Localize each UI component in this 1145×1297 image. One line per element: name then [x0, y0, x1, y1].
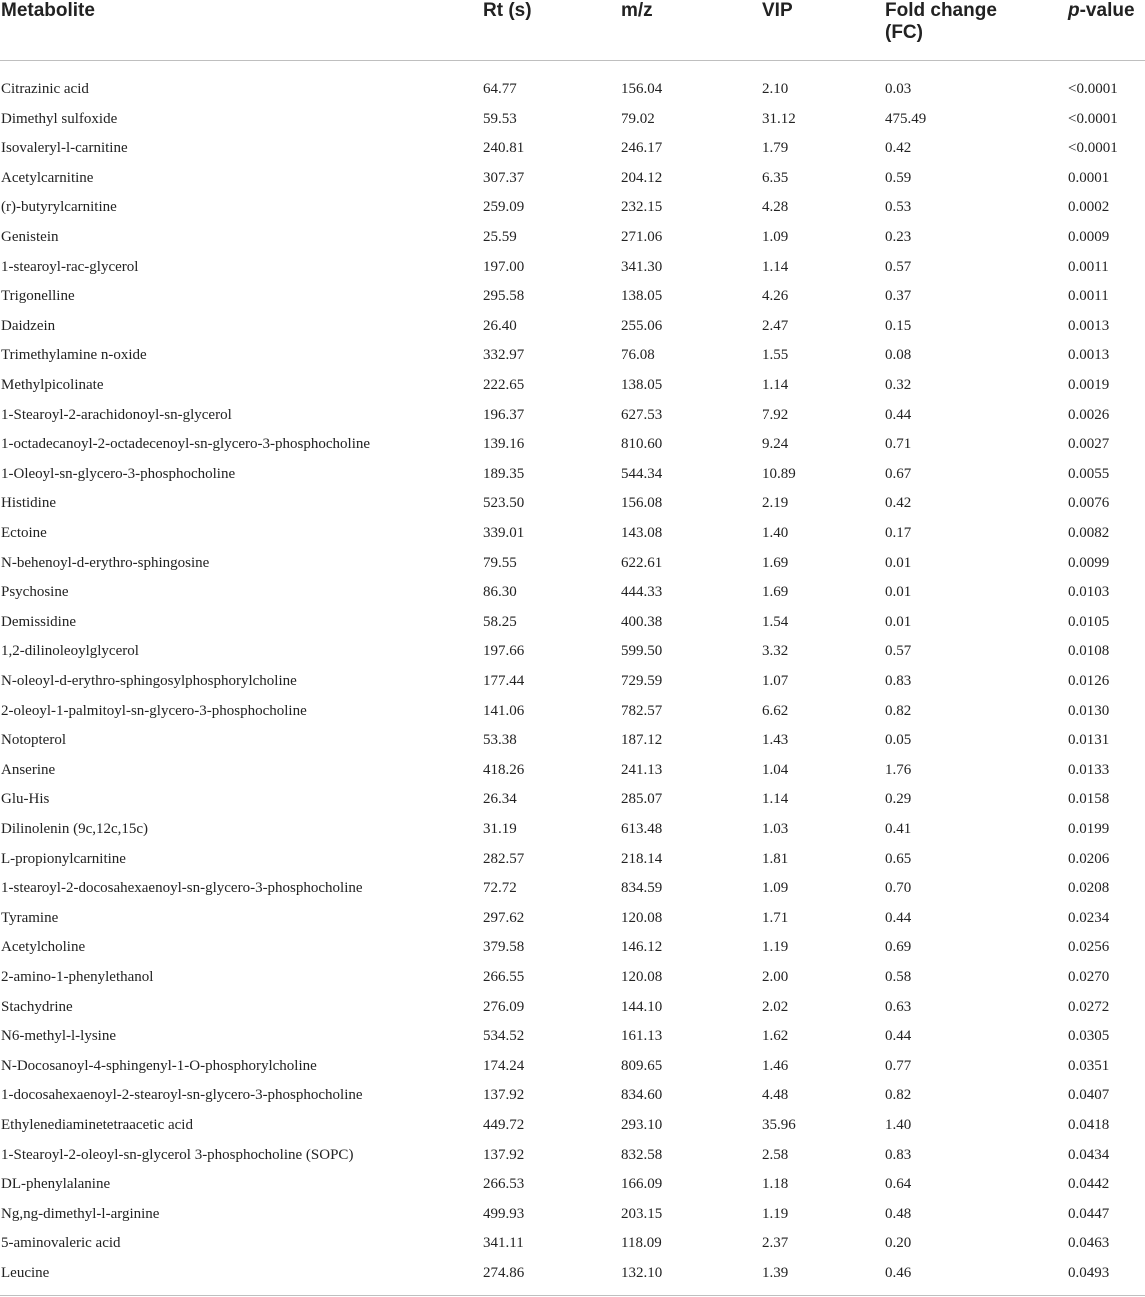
cell-mz: 132.10 — [621, 1265, 663, 1281]
cell-fold-change: 0.23 — [885, 229, 912, 245]
cell-p-value: 0.0418 — [1068, 1117, 1110, 1133]
cell-p-value: 0.0013 — [1068, 347, 1110, 364]
cell-fold-change: 0.46 — [885, 1265, 912, 1281]
cell-metabolite: Acetylcholine — [1, 939, 86, 956]
cell-mz: 613.48 — [621, 821, 663, 837]
cell-metabolite: 2-amino-1-phenylethanol — [1, 969, 154, 985]
cell-vip: 1.39 — [762, 1265, 789, 1281]
cell-p-value: 0.0234 — [1068, 909, 1110, 926]
cell-rt: 339.01 — [483, 525, 525, 541]
cell-fold-change: 475.49 — [885, 110, 927, 127]
cell-metabolite: 1-Oleoyl-sn-glycero-3-phosphocholine — [1, 465, 236, 482]
cell-rt: 222.65 — [483, 377, 525, 393]
cell-metabolite: (r)-butyrylcarnitine — [1, 199, 117, 216]
cell-rt: 72.72 — [483, 880, 517, 897]
cell-rt: 534.52 — [483, 1028, 525, 1045]
cell-rt: 196.37 — [483, 406, 525, 423]
cell-p-value: 0.0442 — [1068, 1176, 1110, 1193]
cell-vip: 2.37 — [762, 1235, 789, 1252]
cell-vip: 1.03 — [762, 821, 789, 837]
cell-fold-change: 0.71 — [885, 436, 912, 453]
cell-p-value: 0.0105 — [1068, 613, 1110, 630]
cell-metabolite: 1-Stearoyl-2-arachidonoyl-sn-glycerol — [1, 406, 232, 423]
table-row — [0, 671, 1145, 701]
cell-fold-change: 0.82 — [885, 702, 912, 719]
cell-vip: 1.14 — [762, 258, 789, 275]
cell-vip: 2.10 — [762, 81, 789, 97]
table-row — [0, 316, 1145, 346]
cell-fold-change: 0.59 — [885, 169, 912, 186]
cell-rt: 86.30 — [483, 584, 517, 601]
cell-vip: 1.07 — [762, 673, 789, 689]
cell-rt: 137.92 — [483, 1087, 525, 1104]
cell-rt: 141.06 — [483, 702, 525, 719]
header-fold-change — [885, 0, 997, 44]
cell-mz: 166.09 — [621, 1176, 663, 1193]
cell-vip: 10.89 — [762, 465, 796, 482]
table-row — [0, 819, 1145, 849]
cell-p-value: 0.0407 — [1068, 1087, 1110, 1104]
cell-vip: 9.24 — [762, 436, 789, 453]
table-row — [0, 1263, 1145, 1293]
cell-vip: 4.26 — [762, 288, 789, 305]
cell-p-value: 0.0108 — [1068, 643, 1110, 660]
cell-p-value: <0.0001 — [1068, 110, 1118, 127]
cell-vip: 1.54 — [762, 613, 789, 630]
cell-metabolite: 1-Stearoyl-2-oleoyl-sn-glycerol 3-phosphocholine (SOPC) — [1, 1146, 354, 1163]
table-row — [0, 730, 1145, 760]
cell-metabolite: 1-stearoyl-rac-glycerol — [1, 258, 139, 275]
cell-rt: 31.19 — [483, 821, 517, 837]
cell-mz: 444.33 — [621, 584, 663, 601]
cell-rt: 499.93 — [483, 1205, 525, 1222]
cell-metabolite: Anserine — [1, 761, 56, 778]
cell-mz: 255.06 — [621, 317, 663, 334]
cell-fold-change: 0.44 — [885, 406, 912, 423]
cell-metabolite: Trimethylamine n-oxide — [1, 347, 147, 364]
cell-mz: 138.05 — [621, 288, 663, 305]
cell-metabolite: Demissidine — [1, 613, 76, 630]
cell-p-value: 0.0027 — [1068, 436, 1110, 453]
cell-metabolite: L-propionylcarnitine — [1, 850, 126, 867]
cell-metabolite: Dimethyl sulfoxide — [1, 110, 118, 127]
cell-fold-change: 0.53 — [885, 199, 912, 216]
cell-mz: 599.50 — [621, 643, 663, 660]
table-row — [0, 405, 1145, 435]
cell-vip: 1.14 — [762, 791, 789, 808]
cell-mz: 627.53 — [621, 406, 663, 423]
cell-rt: 449.72 — [483, 1117, 525, 1133]
cell-rt: 332.97 — [483, 347, 525, 364]
cell-fold-change: 0.63 — [885, 998, 912, 1015]
table-row — [0, 760, 1145, 790]
cell-fold-change: 0.05 — [885, 732, 912, 749]
cell-vip: 1.09 — [762, 229, 789, 245]
cell-vip: 1.18 — [762, 1176, 789, 1193]
cell-metabolite: DL-phenylalanine — [1, 1176, 111, 1193]
cell-mz: 782.57 — [621, 702, 663, 719]
cell-metabolite: 1-octadecanoyl-2-octadecenoyl-sn-glycero-3-phosphocholine — [1, 436, 371, 453]
cell-metabolite: Histidine — [1, 495, 56, 512]
cell-fold-change: 0.37 — [885, 288, 912, 305]
cell-rt: 266.55 — [483, 969, 525, 985]
cell-rt: 189.35 — [483, 465, 525, 482]
table-row — [0, 109, 1145, 139]
table-row — [0, 612, 1145, 642]
cell-fold-change: 0.44 — [885, 1028, 912, 1045]
cell-p-value: <0.0001 — [1068, 81, 1118, 97]
cell-metabolite: N-Docosanoyl-4-sphingenyl-1-O-phosphorylcholine — [1, 1057, 317, 1074]
cell-mz: 156.08 — [621, 495, 663, 512]
cell-mz: 809.65 — [621, 1057, 663, 1074]
table-row — [0, 789, 1145, 819]
cell-mz: 120.08 — [621, 909, 663, 926]
table-row — [0, 908, 1145, 938]
cell-fold-change: 0.03 — [885, 81, 912, 97]
table-row — [0, 553, 1145, 583]
cell-mz: 729.59 — [621, 673, 663, 689]
cell-p-value: <0.0001 — [1068, 140, 1118, 157]
cell-vip: 1.19 — [762, 939, 789, 956]
cell-p-value: 0.0199 — [1068, 821, 1110, 837]
cell-metabolite: Psychosine — [1, 584, 69, 601]
cell-p-value: 0.0103 — [1068, 584, 1110, 601]
cell-p-value: 0.0434 — [1068, 1146, 1110, 1163]
cell-rt: 307.37 — [483, 169, 525, 186]
cell-rt: 523.50 — [483, 495, 525, 512]
cell-vip: 2.02 — [762, 998, 789, 1015]
cell-metabolite: Tyramine — [1, 909, 59, 926]
cell-vip: 1.09 — [762, 880, 789, 897]
cell-mz: 246.17 — [621, 140, 663, 157]
cell-fold-change: 0.08 — [885, 347, 912, 364]
header-metabolite: Metabolite — [1, 0, 95, 21]
cell-mz: 161.13 — [621, 1028, 663, 1045]
cell-fold-change: 0.32 — [885, 377, 912, 393]
cell-rt: 240.81 — [483, 140, 525, 157]
cell-vip: 1.69 — [762, 554, 789, 571]
cell-metabolite: Ng,ng-dimethyl-l-arginine — [1, 1205, 160, 1222]
cell-mz: 138.05 — [621, 377, 663, 393]
cell-p-value: 0.0055 — [1068, 465, 1110, 482]
table-row — [0, 493, 1145, 523]
cell-rt: 26.40 — [483, 317, 517, 334]
table-row — [0, 1115, 1145, 1145]
cell-rt: 58.25 — [483, 613, 517, 630]
cell-mz: 146.12 — [621, 939, 663, 956]
table-row — [0, 197, 1145, 227]
cell-metabolite: Acetylcarnitine — [1, 169, 94, 186]
cell-fold-change: 0.69 — [885, 939, 912, 956]
cell-metabolite: 1,2-dilinoleoylglycerol — [1, 643, 139, 660]
cell-fold-change: 0.64 — [885, 1176, 912, 1193]
cell-metabolite: Genistein — [1, 229, 59, 245]
cell-rt: 295.58 — [483, 288, 525, 305]
cell-vip: 2.19 — [762, 495, 789, 512]
cell-p-value: 0.0208 — [1068, 880, 1110, 897]
cell-fold-change: 0.15 — [885, 317, 912, 334]
table-row — [0, 1233, 1145, 1263]
cell-mz: 810.60 — [621, 436, 663, 453]
cell-metabolite: Citrazinic acid — [1, 81, 89, 97]
table-row — [0, 849, 1145, 879]
cell-metabolite: 5-aminovaleric acid — [1, 1235, 121, 1252]
cell-p-value: 0.0256 — [1068, 939, 1110, 956]
cell-rt: 177.44 — [483, 673, 525, 689]
cell-vip: 1.55 — [762, 347, 789, 364]
cell-p-value: 0.0206 — [1068, 850, 1110, 867]
cell-rt: 418.26 — [483, 761, 525, 778]
cell-rt: 174.24 — [483, 1057, 525, 1074]
table-row — [0, 138, 1145, 168]
table-header — [0, 0, 1145, 61]
cell-mz: 834.60 — [621, 1087, 663, 1104]
cell-fold-change: 0.20 — [885, 1235, 912, 1252]
table-row — [0, 168, 1145, 198]
cell-fold-change: 0.17 — [885, 525, 912, 541]
cell-p-value: 0.0351 — [1068, 1057, 1110, 1074]
cell-vip: 1.71 — [762, 909, 789, 926]
cell-metabolite: Glu-His — [1, 791, 50, 808]
cell-fold-change: 0.01 — [885, 613, 912, 630]
cell-mz: 544.34 — [621, 465, 663, 482]
cell-fold-change: 0.44 — [885, 909, 912, 926]
cell-rt: 282.57 — [483, 850, 525, 867]
cell-metabolite: Ethylenediaminetetraacetic acid — [1, 1117, 193, 1133]
cell-rt: 379.58 — [483, 939, 525, 956]
cell-metabolite: N6-methyl-l-lysine — [1, 1028, 116, 1045]
cell-mz: 187.12 — [621, 732, 663, 749]
cell-fold-change: 0.01 — [885, 584, 912, 601]
table-row — [0, 582, 1145, 612]
cell-p-value: 0.0002 — [1068, 199, 1110, 216]
cell-rt: 341.11 — [483, 1235, 524, 1252]
cell-rt: 53.38 — [483, 732, 517, 749]
table-row — [0, 257, 1145, 287]
cell-p-value: 0.0131 — [1068, 732, 1110, 749]
cell-fold-change: 0.48 — [885, 1205, 912, 1222]
cell-mz: 79.02 — [621, 110, 655, 127]
cell-vip: 1.14 — [762, 377, 789, 393]
table-row — [0, 375, 1145, 405]
cell-p-value: 0.0272 — [1068, 998, 1110, 1015]
cell-mz: 400.38 — [621, 613, 663, 630]
header-fold-change-line2: (FC) — [885, 22, 923, 43]
table-row — [0, 1174, 1145, 1204]
cell-mz: 218.14 — [621, 850, 663, 867]
table-row — [0, 997, 1145, 1027]
cell-p-value: 0.0011 — [1068, 288, 1109, 305]
cell-vip: 1.79 — [762, 140, 789, 157]
cell-mz: 232.15 — [621, 199, 663, 216]
cell-metabolite: Stachydrine — [1, 998, 73, 1015]
cell-vip: 7.92 — [762, 406, 789, 423]
cell-p-value: 0.0011 — [1068, 258, 1109, 275]
cell-fold-change: 0.83 — [885, 673, 912, 689]
cell-metabolite: 1-docosahexaenoyl-2-stearoyl-sn-glycero-3-phosphocholine — [1, 1087, 363, 1104]
cell-p-value: 0.0082 — [1068, 525, 1110, 541]
cell-metabolite: 1-stearoyl-2-docosahexaenoyl-sn-glycero-3-phosphocholine — [1, 880, 363, 897]
cell-p-value: 0.0447 — [1068, 1205, 1110, 1222]
cell-vip: 1.43 — [762, 732, 789, 749]
cell-rt: 297.62 — [483, 909, 525, 926]
cell-mz: 285.07 — [621, 791, 663, 808]
cell-p-value: 0.0463 — [1068, 1235, 1110, 1252]
header-rt: Rt (s) — [483, 0, 532, 21]
cell-mz: 156.04 — [621, 81, 663, 97]
cell-fold-change: 0.77 — [885, 1057, 912, 1074]
cell-p-value: 0.0076 — [1068, 495, 1110, 512]
cell-p-value: 0.0133 — [1068, 761, 1110, 778]
cell-vip: 2.00 — [762, 969, 789, 985]
cell-metabolite: Notopterol — [1, 732, 66, 749]
cell-mz: 341.30 — [621, 258, 663, 275]
header-p-rest: -value — [1079, 0, 1135, 21]
table-row — [0, 523, 1145, 553]
cell-fold-change: 0.70 — [885, 880, 912, 897]
table-row — [0, 1026, 1145, 1056]
cell-mz: 120.08 — [621, 969, 663, 985]
cell-p-value: 0.0126 — [1068, 673, 1110, 689]
cell-fold-change: 0.41 — [885, 821, 912, 837]
cell-p-value: 0.0130 — [1068, 702, 1110, 719]
header-p-italic: p — [1068, 0, 1080, 21]
cell-metabolite: N-behenoyl-d-erythro-sphingosine — [1, 554, 210, 571]
cell-fold-change: 0.42 — [885, 140, 912, 157]
cell-vip: 1.40 — [762, 525, 789, 541]
cell-vip: 1.46 — [762, 1057, 789, 1074]
cell-mz: 293.10 — [621, 1117, 663, 1133]
cell-rt: 274.86 — [483, 1265, 525, 1281]
cell-fold-change: 0.57 — [885, 643, 912, 660]
cell-p-value: 0.0009 — [1068, 229, 1110, 245]
cell-fold-change: 0.58 — [885, 969, 912, 985]
cell-rt: 266.53 — [483, 1176, 525, 1193]
cell-vip: 1.81 — [762, 850, 789, 867]
table-row — [0, 434, 1145, 464]
cell-vip: 6.62 — [762, 702, 789, 719]
cell-vip: 1.62 — [762, 1028, 789, 1045]
cell-p-value: 0.0019 — [1068, 377, 1110, 393]
cell-metabolite: 2-oleoyl-1-palmitoyl-sn-glycero-3-phosphocholine — [1, 702, 307, 719]
cell-metabolite: Isovaleryl-l-carnitine — [1, 140, 128, 157]
cell-fold-change: 1.76 — [885, 761, 912, 778]
table-row — [0, 701, 1145, 731]
header-fold-change-line1: Fold change — [885, 0, 997, 21]
cell-metabolite: Methylpicolinate — [1, 377, 104, 393]
header-mz: m/z — [621, 0, 653, 21]
table-row — [0, 227, 1145, 257]
cell-fold-change: 0.82 — [885, 1087, 912, 1104]
cell-vip: 35.96 — [762, 1117, 796, 1133]
cell-vip: 2.58 — [762, 1146, 789, 1163]
cell-rt: 137.92 — [483, 1146, 525, 1163]
table-row — [0, 1204, 1145, 1234]
table-row — [0, 1056, 1145, 1086]
table-row — [0, 1085, 1145, 1115]
cell-vip: 1.04 — [762, 761, 789, 778]
table-row — [0, 1145, 1145, 1175]
cell-mz: 76.08 — [621, 347, 655, 364]
cell-metabolite: N-oleoyl-d-erythro-sphingosylphosphorylcholine — [1, 673, 297, 689]
cell-vip: 6.35 — [762, 169, 789, 186]
table-row — [0, 464, 1145, 494]
cell-p-value: 0.0158 — [1068, 791, 1110, 808]
cell-metabolite: Leucine — [1, 1265, 50, 1281]
cell-mz: 118.09 — [621, 1235, 662, 1252]
cell-mz: 203.15 — [621, 1205, 663, 1222]
cell-rt: 64.77 — [483, 81, 517, 97]
cell-rt: 26.34 — [483, 791, 517, 808]
table-row — [0, 641, 1145, 671]
table-row — [0, 937, 1145, 967]
cell-mz: 832.58 — [621, 1146, 663, 1163]
cell-p-value: 0.0001 — [1068, 169, 1110, 186]
cell-mz: 241.13 — [621, 761, 663, 778]
cell-vip: 1.19 — [762, 1205, 789, 1222]
cell-p-value: 0.0270 — [1068, 969, 1110, 985]
table-row — [0, 79, 1145, 109]
cell-vip: 2.47 — [762, 317, 789, 334]
cell-vip: 4.28 — [762, 199, 789, 216]
cell-vip: 3.32 — [762, 643, 789, 660]
cell-fold-change: 1.40 — [885, 1117, 912, 1133]
cell-fold-change: 0.83 — [885, 1146, 912, 1163]
cell-metabolite: Dilinolenin (9c,12c,15c) — [1, 821, 149, 837]
cell-p-value: 0.0013 — [1068, 317, 1110, 334]
cell-mz: 834.59 — [621, 880, 663, 897]
cell-fold-change: 0.57 — [885, 258, 912, 275]
cell-vip: 31.12 — [762, 110, 796, 127]
cell-rt: 276.09 — [483, 998, 525, 1015]
cell-vip: 1.69 — [762, 584, 789, 601]
cell-rt: 79.55 — [483, 554, 517, 571]
cell-vip: 4.48 — [762, 1087, 789, 1104]
cell-mz: 143.08 — [621, 525, 663, 541]
table-bottom-rule — [0, 1295, 1145, 1296]
cell-mz: 204.12 — [621, 169, 663, 186]
cell-fold-change: 0.01 — [885, 554, 912, 571]
table-row — [0, 967, 1145, 997]
cell-metabolite: Daidzein — [1, 317, 56, 334]
cell-fold-change: 0.29 — [885, 791, 912, 808]
table-row — [0, 878, 1145, 908]
cell-rt: 25.59 — [483, 229, 517, 245]
cell-metabolite: Ectoine — [1, 525, 47, 541]
cell-rt: 197.66 — [483, 643, 525, 660]
cell-fold-change: 0.67 — [885, 465, 912, 482]
cell-mz: 144.10 — [621, 998, 663, 1015]
cell-p-value: 0.0099 — [1068, 554, 1110, 571]
cell-rt: 259.09 — [483, 199, 525, 216]
table-row — [0, 345, 1145, 375]
cell-p-value: 0.0493 — [1068, 1265, 1110, 1281]
cell-p-value: 0.0305 — [1068, 1028, 1110, 1045]
cell-mz: 271.06 — [621, 229, 663, 245]
cell-rt: 197.00 — [483, 258, 525, 275]
cell-mz: 622.61 — [621, 554, 663, 571]
cell-p-value: 0.0026 — [1068, 406, 1110, 423]
cell-fold-change: 0.65 — [885, 850, 912, 867]
cell-fold-change: 0.42 — [885, 495, 912, 512]
header-p-value — [1068, 0, 1135, 22]
cell-rt: 59.53 — [483, 110, 517, 127]
cell-metabolite: Trigonelline — [1, 288, 75, 305]
table-row — [0, 286, 1145, 316]
header-vip: VIP — [762, 0, 793, 21]
cell-rt: 139.16 — [483, 436, 525, 453]
